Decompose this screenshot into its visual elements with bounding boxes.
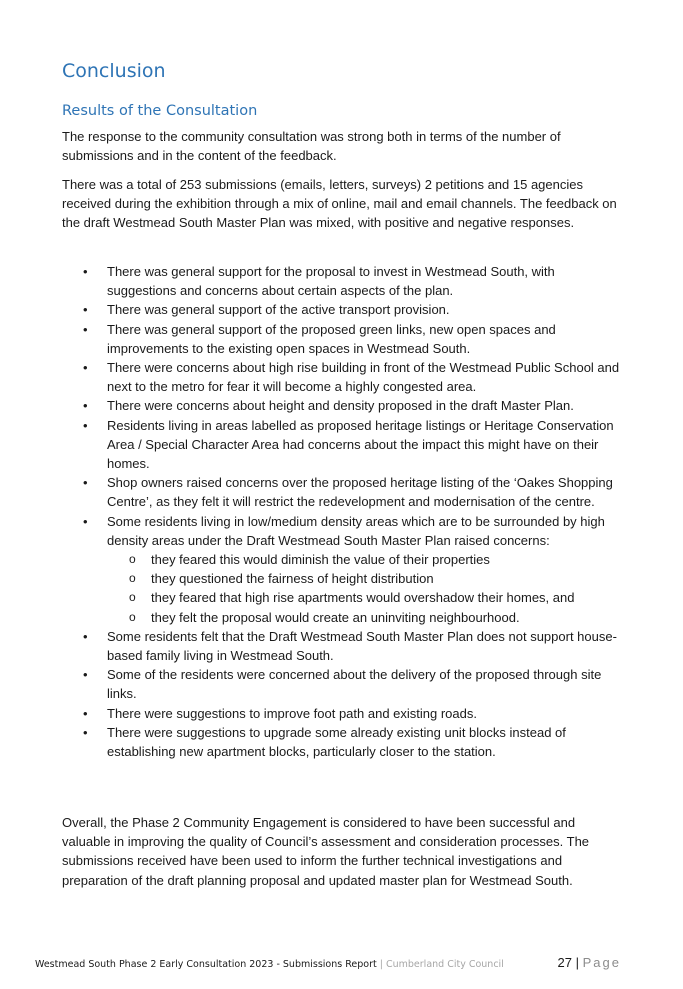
bullet-icon: • <box>83 302 88 318</box>
list-item: • There were concerns about height and density proposed in the draft Master Plan. <box>62 396 622 415</box>
list-item: • There was general support of the proposed green links, new open spaces and improvements to the existing open spaces in Westmead South. <box>83 321 556 356</box>
concerns-sub-list <box>107 550 622 627</box>
footer-report-info <box>35 959 504 970</box>
bullet-icon: • <box>83 513 88 529</box>
sub-list-item: o they felt the proposal would create an uninviting neighbourhood. <box>107 608 622 627</box>
sub-list-item: o they feared that high rise apartments would overshadow their homes, and <box>107 588 622 607</box>
bullet-icon: • <box>83 628 88 644</box>
page-number-separator: | <box>575 955 579 970</box>
sub-list-item: o they feared this would diminish the value of their properties <box>107 550 622 569</box>
circle-bullet-icon: o <box>129 609 136 624</box>
list-item: • Residents living in areas labelled as proposed heritage listings or Heritage Conservation Area / Special Character Area had concerns about the impact this might have on their homes. <box>83 417 614 472</box>
bullet-icon: • <box>83 360 88 376</box>
page-word: Page <box>582 955 621 970</box>
bullet-icon: • <box>83 667 88 683</box>
circle-bullet-icon: o <box>129 552 136 567</box>
list-item: • There were suggestions to upgrade some already existing unit blocks instead of establishing new apartment blocks, particularly closer to the station. <box>83 724 566 760</box>
list-item: • There were suggestions to improve foot path and existing roads. <box>62 704 622 723</box>
page-footer <box>35 957 625 975</box>
list-item: • There were concerns about high rise building in front of the Westmead Public School and next to the metro for fear it will become a highly congested area. <box>83 360 620 395</box>
footer-page-info <box>558 955 621 970</box>
list-item: • There was general support of the active transport provision. <box>62 300 622 319</box>
circle-bullet-icon: o <box>129 571 136 586</box>
submissions-paragraph: There was a total of 253 submissions (emails, letters, surveys) 2 petitions and 15 agencies received during the exhibition through a mix of online, mail and email channels. The feedback on the draft Westmead South Master Plan was mixed, with positive and negative responses. <box>62 177 617 231</box>
list-item: • Some residents living in low/medium density areas which are to be surrounded by high density areas under the Draft Westmead South Master Plan raised concerns: o they feared this would diminish the value of their properties o they questioned the fairness of height distribution o they feared that high rise apartments would overshadow their homes, and o they felt the proposal would create an uninviting neighbourhood. <box>62 512 622 627</box>
list-item: • There was general support for the proposal to invest in Westmead South, with suggestions and concerns about certain aspects of the plan. <box>83 264 555 299</box>
bullet-icon: • <box>83 321 88 337</box>
list-item: • Shop owners raised concerns over the proposed heritage listing of the ‘Oakes Shopping Centre’, as they felt it will restrict the redevelopment and modernisation of the centre. <box>83 475 613 510</box>
intro-paragraph: The response to the community consultation was strong both in terms of the number of submissions and in the content of the feedback. <box>62 129 561 164</box>
bullet-icon: • <box>83 417 88 433</box>
bullet-icon: • <box>83 705 88 721</box>
list-item: • Some residents felt that the Draft Westmead South Master Plan does not support house-based family living in Westmead South. <box>83 628 617 664</box>
section-subheading: Results of the Consultation <box>62 103 258 119</box>
bullet-icon: • <box>83 398 88 414</box>
closing-paragraph: Overall, the Phase 2 Community Engagement is considered to have been successful and valuable in improving the quality of Council’s assessment and consideration processes. The submissions received have been used to inform the further technical investigations and preparation of the draft planning proposal and updated master plan for Westmead South. <box>62 815 590 888</box>
footer-report-title: Westmead South Phase 2 Early Consultation 2023 - Submissions Report <box>35 959 377 970</box>
sub-list-item: o they questioned the fairness of height distribution <box>107 569 622 588</box>
circle-bullet-icon: o <box>129 590 136 605</box>
bullet-icon: • <box>83 724 88 740</box>
footer-council-name: Cumberland City Council <box>385 959 504 970</box>
bullet-icon: • <box>83 475 88 491</box>
page-title: Conclusion <box>62 60 166 82</box>
page-number: 27 <box>557 955 572 970</box>
feedback-bullet-list <box>62 262 622 761</box>
bullet-icon: • <box>83 264 88 279</box>
list-item: • Some of the residents were concerned about the delivery of the proposed through site links. <box>83 667 602 702</box>
footer-separator: | <box>379 959 383 970</box>
